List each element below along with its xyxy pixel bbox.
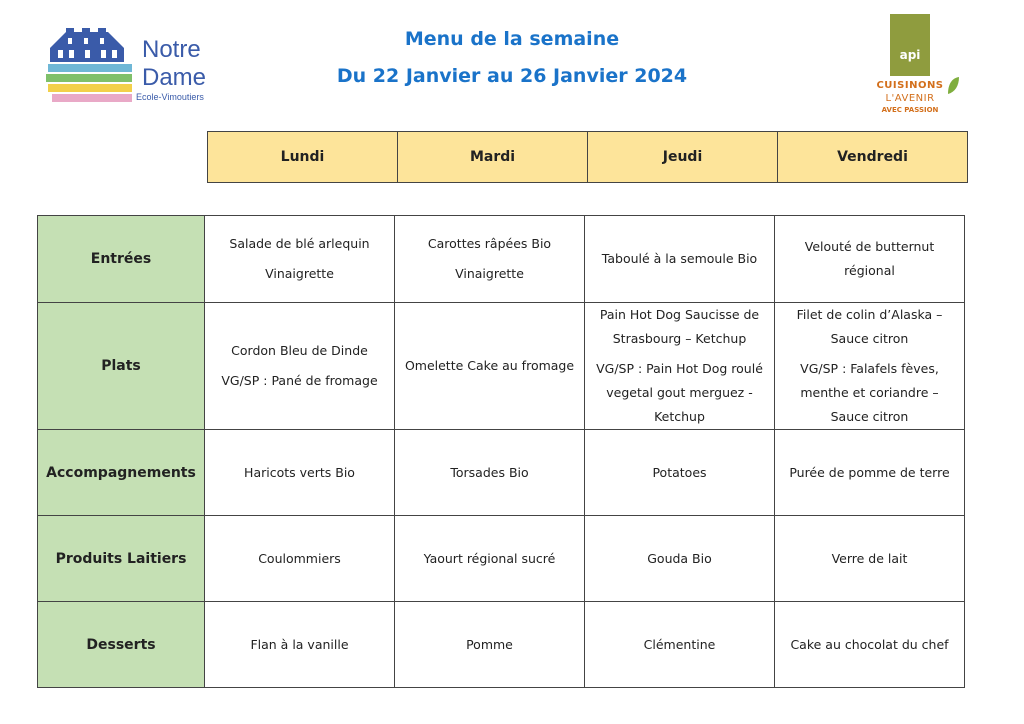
api-logo-line1: CUISINONS (876, 80, 944, 91)
dish-text: Omelette Cake au fromage (404, 358, 575, 373)
menu-cell (775, 430, 965, 516)
menu-row-desserts (38, 602, 965, 688)
menu-row-entrees (38, 216, 965, 303)
menu-row-plats (38, 303, 965, 430)
api-logo-line3: AVEC PASSION (881, 106, 939, 114)
menu-cell (395, 602, 585, 688)
dish-text: VG/SP : Falafels fèves, menthe et coriandre – Sauce citron (800, 361, 939, 424)
dish-text: Cake au chocolat du chef (790, 636, 949, 652)
category-label: Produits Laitiers (38, 516, 205, 602)
dish-text: Haricots verts Bio (244, 464, 355, 480)
menu-row-produits-laitiers (38, 516, 965, 602)
category-label: Accompagnements (38, 430, 205, 516)
menu-cell (395, 516, 585, 602)
logo-dame: Dame (142, 64, 207, 91)
menu-row-accompagnements (38, 430, 965, 516)
menu-cell (775, 516, 965, 602)
day-header-table (207, 131, 968, 183)
dish-text: Pomme (466, 636, 513, 652)
dish-text: Clémentine (643, 636, 716, 652)
page-subtitle: Du 22 Janvier au 26 Janvier 2024 (336, 65, 688, 87)
api-logo-box (890, 14, 930, 76)
dish-text: Vinaigrette (455, 266, 524, 281)
menu-cell (775, 216, 965, 303)
day-header-row (208, 132, 968, 183)
menu-cell (775, 602, 965, 688)
dish-text: VG/SP : Pain Hot Dog roulé vegetal gout merguez - Ketchup (596, 361, 763, 424)
api-logo (862, 14, 962, 120)
page-title: Menu de la semaine (404, 28, 620, 50)
day-header: Mardi (398, 132, 588, 183)
day-header: Lundi (208, 132, 398, 183)
dish-text: Salade de blé arlequin (229, 236, 370, 251)
dish-text: Taboulé à la semoule Bio (601, 251, 758, 266)
dish-text: Coulommiers (258, 550, 341, 566)
api-logo-text: api (899, 48, 921, 62)
menu-cell (205, 216, 395, 303)
logo-subtitle: Ecole-Vimoutiers (136, 92, 204, 102)
menu-cell (395, 430, 585, 516)
menu-cell (205, 430, 395, 516)
menu-table (37, 215, 965, 688)
api-logo-line2: L'AVENIR (885, 93, 935, 104)
dish-text: Torsades Bio (450, 464, 529, 480)
category-label: Plats (38, 303, 205, 430)
dish-text: VG/SP : Pané de fromage (221, 373, 378, 388)
dish-text: Purée de pomme de terre (789, 464, 950, 480)
dish-text: Verre de lait (831, 550, 908, 566)
menu-cell (205, 516, 395, 602)
day-header: Jeudi (588, 132, 778, 183)
dish-text: Carottes râpées Bio (427, 236, 552, 251)
menu-cell (585, 216, 775, 303)
dish-text: Potatoes (652, 464, 707, 480)
menu-cell (585, 602, 775, 688)
menu-cell (205, 303, 395, 430)
menu-cell (585, 430, 775, 516)
menu-cell (395, 303, 585, 430)
dish-text: Gouda Bio (647, 550, 712, 566)
dish-text: Pain Hot Dog Saucisse de Strasbourg – Ketchup (599, 307, 760, 346)
dish-text: Vinaigrette (265, 266, 334, 281)
menu-cell (205, 602, 395, 688)
menu-cell (585, 516, 775, 602)
logo-notre: Notre (142, 36, 201, 63)
menu-cell (775, 303, 965, 430)
dish-text: Yaourt régional sucré (423, 550, 556, 566)
dish-text: Cordon Bleu de Dinde (231, 343, 368, 358)
menu-cell (585, 303, 775, 430)
dish-text: Flan à la vanille (250, 636, 349, 652)
dish-text: Filet de colin d’Alaska – Sauce citron (796, 307, 943, 346)
day-header: Vendredi (778, 132, 968, 183)
dish-text: Velouté de butternut régional (804, 239, 935, 278)
category-label: Desserts (38, 602, 205, 688)
category-label: Entrées (38, 216, 205, 303)
menu-cell (395, 216, 585, 303)
